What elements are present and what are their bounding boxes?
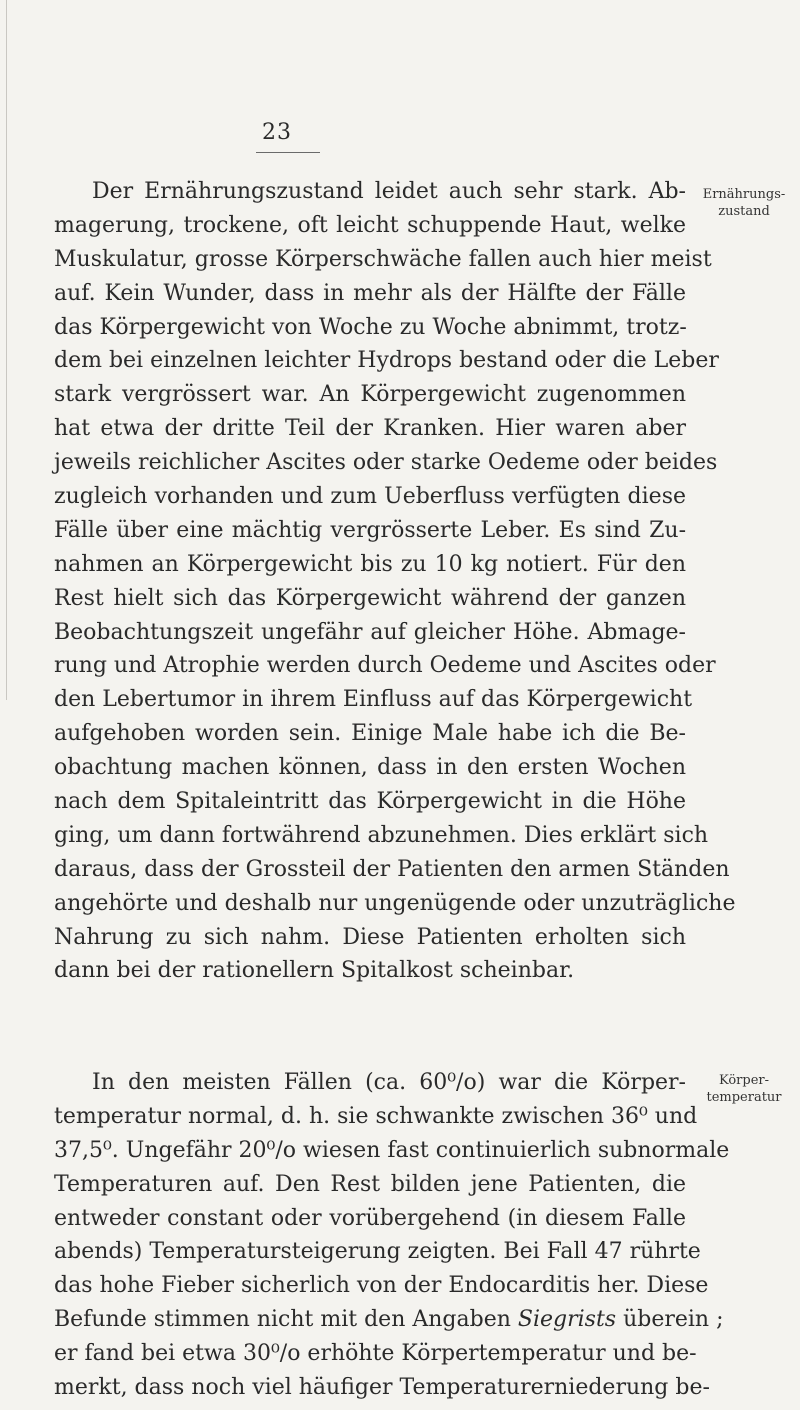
text-line: das hohe Fieber sicherlich von der Endocarditis her. Diese (54, 1273, 709, 1299)
text-line: jeweils reichlicher Ascites oder starke Oedeme oder beides (54, 450, 718, 476)
text-line: Beobachtungszeit ungefähr auf gleicher Höhe. Abmage- (54, 619, 686, 645)
text-line: merkt, dass noch viel häufiger Temperaturerniederung be- (54, 1375, 710, 1401)
text-line: nahmen an Körpergewicht bis zu 10 kg notiert. Für den (54, 551, 686, 577)
paragraph-nutrition (54, 175, 736, 988)
text-segment: Befunde stimmen nicht mit den Angaben (54, 1307, 511, 1333)
text-line: hat etwa der dritte Teil der Kranken. Hier waren aber (54, 416, 686, 442)
text-line: daraus, dass der Grossteil der Patienten den armen Ständen (54, 856, 730, 882)
text-line: nach dem Spitaleintritt das Körpergewicht in die Höhe (54, 789, 686, 815)
margin-note-line: zustand (718, 204, 770, 219)
text-line: 37,5⁰. Ungefähr 20⁰/o wiesen fast continuierlich subnormale (54, 1137, 730, 1163)
text-line: obachtung machen können, dass in den ersten Wochen (54, 755, 686, 781)
margin-note-temperature (690, 1072, 798, 1106)
text-line: temperatur normal, d. h. sie schwankte zwischen 36⁰ und (54, 1103, 698, 1129)
text-line: Temperaturen auf. Den Rest bilden jene Patienten, die (54, 1171, 686, 1197)
text-line: stark vergrössert war. An Körpergewicht zugenommen (54, 382, 686, 408)
text-line: Der Ernährungszustand leidet auch sehr stark. Ab- (92, 179, 686, 204)
text-line: auf. Kein Wunder, dass in mehr als der Hälfte der Fälle (54, 280, 686, 306)
text-line: magerung, trockene, oft leicht schuppende Haut, welke (54, 212, 686, 238)
paragraph-temperature (54, 1066, 730, 1405)
text-line: das Körpergewicht von Woche zu Woche abnimmt, trotz- (54, 314, 687, 340)
text-line: den Lebertumor in ihrem Einfluss auf das Körpergewicht (54, 687, 693, 713)
text-line: abends) Temperatursteigerung zeigten. Bei Fall 47 rührte (54, 1239, 701, 1265)
page-number-rule (256, 152, 320, 153)
margin-note-line: Ernährungs- (702, 187, 786, 202)
text-line: dem bei einzelnen leichter Hydrops bestand oder die Leber (54, 348, 719, 374)
text-line: ging, um dann fortwährend abzunehmen. Dies erklärt sich (54, 822, 709, 848)
text-segment: überein ; (623, 1307, 724, 1333)
text-line: zugleich vorhanden und zum Ueberfluss verfügten diese (54, 484, 686, 510)
text-line: Nahrung zu sich nahm. Diese Patienten erholten sich (54, 924, 686, 950)
text-line: aufgehoben worden sein. Einige Male habe ich die Be- (54, 721, 686, 747)
text-line-with-citation (54, 1303, 724, 1337)
text-line: angehörte und deshalb nur ungenügende oder unzuträgliche (54, 890, 736, 916)
text-line: dann bei der rationellern Spitalkost scheinbar. (54, 958, 575, 984)
citation-author: Siegrists (517, 1307, 617, 1333)
text-line: er fand bei etwa 30⁰/o erhöhte Körpertemperatur und be- (54, 1341, 697, 1367)
text-line: In den meisten Fällen (ca. 60⁰/o) war die Körper- (92, 1070, 686, 1095)
text-line: entweder constant oder vorübergehend (in diesem Falle (54, 1205, 686, 1231)
page-edge (0, 0, 7, 700)
text-line: Rest hielt sich das Körpergewicht während der ganzen (54, 585, 686, 611)
text-line: rung und Atrophie werden durch Oedeme und Ascites oder (54, 653, 716, 679)
page-number: 23 (262, 120, 292, 145)
text-line: Muskulatur, grosse Körperschwäche fallen auch hier meist (54, 246, 712, 272)
margin-note-line: temperatur (706, 1090, 782, 1105)
text-line: Fälle über eine mächtig vergrösserte Leber. Es sind Zu- (54, 517, 686, 543)
margin-note-nutrition (690, 186, 798, 220)
margin-note-line: Körper- (718, 1073, 770, 1088)
